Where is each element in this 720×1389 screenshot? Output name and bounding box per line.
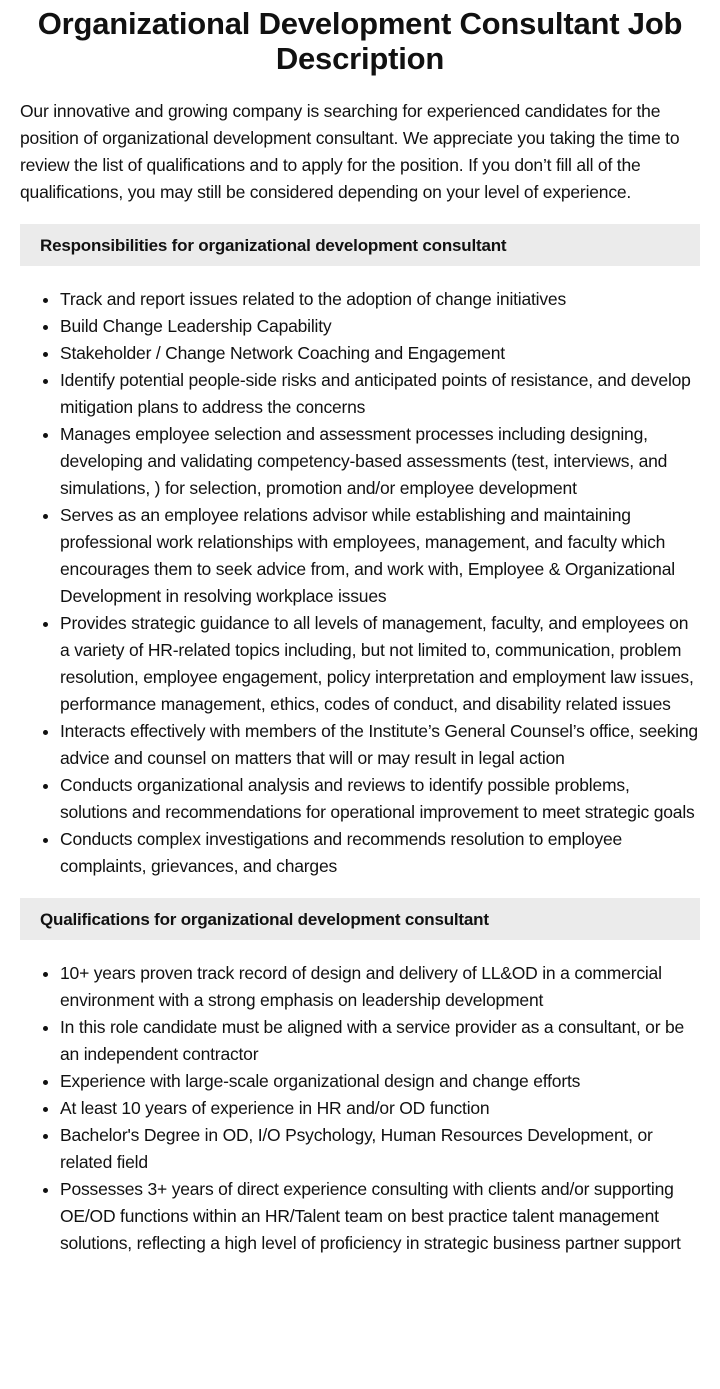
list-item: • Experience with large-scale organizational design and change efforts <box>60 1068 700 1095</box>
list-item: • Build Change Leadership Capability <box>60 313 700 340</box>
list-item: • 10+ years proven track record of design and delivery of LL&OD in a commercial environment with a strong emphasis on leadership development <box>60 960 700 1014</box>
list-item: • In this role candidate must be aligned with a service provider as a consultant, or be an independent contractor <box>60 1014 700 1068</box>
qualifications-heading: Qualifications for organizational development consultant <box>20 898 700 940</box>
list-item: • Stakeholder / Change Network Coaching and Engagement <box>60 340 700 367</box>
list-item: • Possesses 3+ years of direct experience consulting with clients and/or supporting OE/OD functions within an HR/Talent team on best practice talent management solutions, reflecting a high level of proficiency in strategic business partner support <box>60 1176 700 1257</box>
list-item: • Bachelor's Degree in OD, I/O Psychology, Human Resources Development, or related field <box>60 1122 700 1176</box>
list-item: • Interacts effectively with members of the Institute’s General Counsel’s office, seeking advice and counsel on matters that will or may result in legal action <box>60 718 700 772</box>
list-item: • Conducts organizational analysis and reviews to identify possible problems, solutions and recommendations for operational improvement to meet strategic goals <box>60 772 700 826</box>
job-description <box>0 6 720 1257</box>
page-title: Organizational Development Consultant Job Description <box>37 6 683 76</box>
list-item: • Manages employee selection and assessment processes including designing, developing and validating competency-based assessments (test, interviews, and simulations, ) for selection, promotion and/or employee development <box>60 421 700 502</box>
qualifications-list <box>20 960 700 1257</box>
list-item: • Track and report issues related to the adoption of change initiatives <box>60 286 700 313</box>
intro-paragraph: Our innovative and growing company is searching for experienced candidates for the position of organizational development consultant. We appreciate you taking the time to review the list of qualifications and to apply for the position. If you don’t fill all of the qualifications, you may still be considered depending on your level of experience. <box>20 101 680 202</box>
list-item: • Provides strategic guidance to all levels of management, faculty, and employees on a variety of HR-related topics including, but not limited to, communication, problem resolution, employee engagement, policy interpretation and employment law issues, performance management, ethics, codes of conduct, and disability related issues <box>60 610 700 718</box>
list-item: • Conducts complex investigations and recommends resolution to employee complaints, grievances, and charges <box>60 826 700 880</box>
responsibilities-list <box>20 286 700 880</box>
list-item: • At least 10 years of experience in HR and/or OD function <box>60 1095 700 1122</box>
list-item: • Identify potential people-side risks and anticipated points of resistance, and develop mitigation plans to address the concerns <box>60 367 700 421</box>
list-item: • Serves as an employee relations advisor while establishing and maintaining professional work relationships with employees, management, and faculty which encourages them to seek advice from, and work with, Employee & Organizational Development in resolving workplace issues <box>60 502 700 610</box>
responsibilities-heading: Responsibilities for organizational development consultant <box>20 224 700 266</box>
